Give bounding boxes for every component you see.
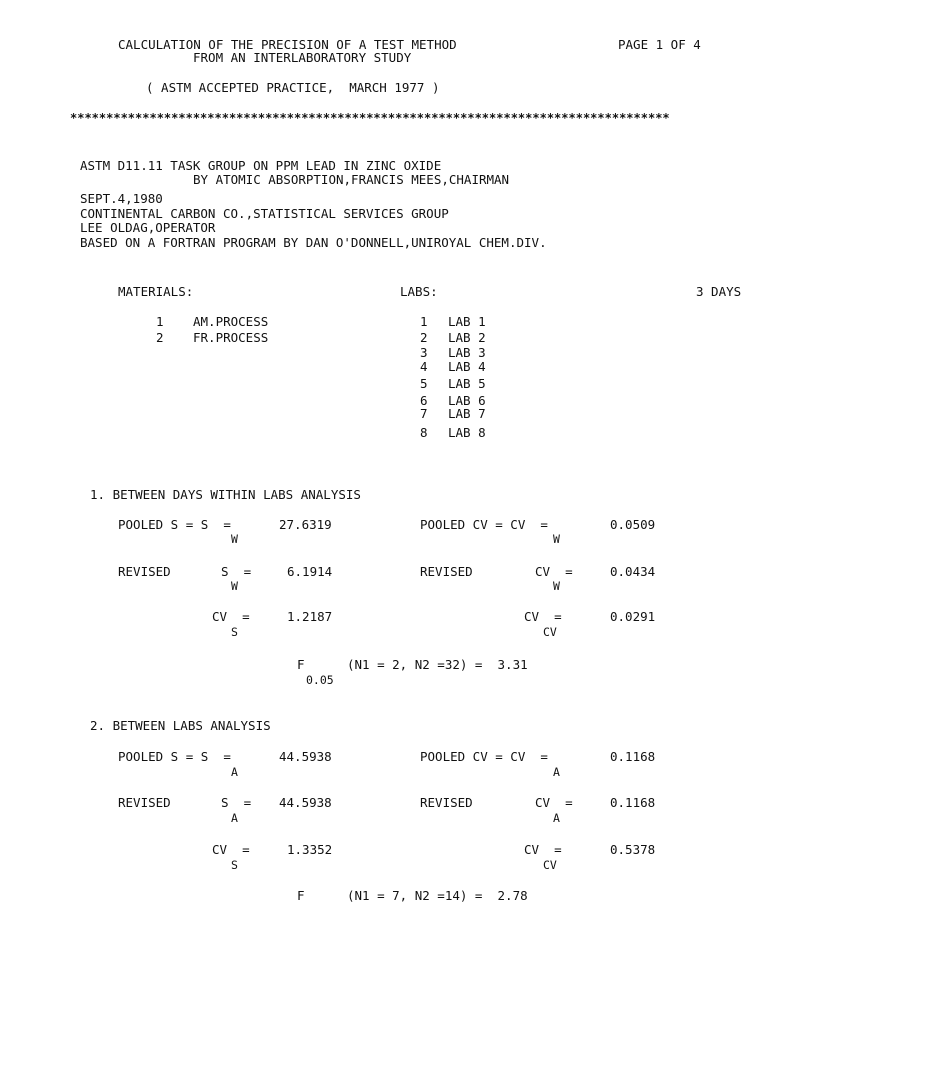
- s1-f-sub: 0.05: [306, 673, 334, 687]
- materials-heading: MATERIALS:: [118, 284, 194, 299]
- info-line-3: SEPT.4,1980: [80, 191, 163, 206]
- s1-cvcv-sub: CV: [543, 625, 557, 639]
- lab-name: LAB 6: [448, 393, 486, 408]
- labs-heading: LABS:: [400, 284, 438, 299]
- s2-pooled-cv-sub: A: [553, 765, 560, 779]
- s1-cvcv-value: 0.0291: [610, 609, 656, 624]
- section-2-heading: 2. BETWEEN LABS ANALYSIS: [90, 718, 271, 733]
- s1-cvs-sub: S: [231, 625, 238, 639]
- material-name: AM.PROCESS: [193, 314, 269, 329]
- s1-revised-cv-sub: W: [553, 579, 560, 593]
- s2-f-text: (N1 = 7, N2 =14) = 2.78: [347, 888, 528, 903]
- s1-pooled-s-sub: W: [231, 532, 238, 546]
- days-count: 3 DAYS: [696, 284, 742, 299]
- s2-pooled-cv-value: 0.1168: [610, 749, 656, 764]
- lab-name: LAB 4: [448, 359, 486, 374]
- page-label: PAGE 1 OF 4: [618, 37, 701, 52]
- s2-cvs-value: 1.3352: [287, 842, 333, 857]
- s1-revised-s-value: 6.1914: [287, 564, 333, 579]
- s2-cvs-label: CV =: [212, 842, 250, 857]
- info-line-1: ASTM D11.11 TASK GROUP ON PPM LEAD IN ZINC OXIDE: [80, 158, 442, 173]
- info-line-5: LEE OLDAG,OPERATOR: [80, 220, 216, 235]
- s2-revised-cv-label: CV =: [535, 795, 573, 810]
- s1-pooled-cv-value: 0.0509: [610, 517, 656, 532]
- lab-num: 8: [420, 425, 428, 440]
- s1-revised-label: REVISED: [118, 564, 171, 579]
- s2-cvcv-sub: CV: [543, 858, 557, 872]
- title-line-1: CALCULATION OF THE PRECISION OF A TEST METHOD: [118, 37, 457, 52]
- s1-cvs-value: 1.2187: [287, 609, 333, 624]
- s1-revised-s-sub: W: [231, 579, 238, 593]
- s1-f-label: F: [297, 657, 305, 672]
- info-line-6: BASED ON A FORTRAN PROGRAM BY DAN O'DONNELL,UNIROYAL CHEM.DIV.: [80, 235, 547, 250]
- material-num: 2: [156, 330, 164, 345]
- s1-pooled-cv-label: POOLED CV = CV =: [420, 517, 548, 532]
- lab-num: 2: [420, 330, 428, 345]
- s1-f-text: (N1 = 2, N2 =32) = 3.31: [347, 657, 528, 672]
- title-line-2: FROM AN INTERLABORATORY STUDY: [193, 50, 412, 65]
- lab-name: LAB 5: [448, 376, 486, 391]
- s1-pooled-s-label: POOLED S = S =: [118, 517, 231, 532]
- lab-name: LAB 8: [448, 425, 486, 440]
- lab-name: LAB 2: [448, 330, 486, 345]
- s2-revised-label: REVISED: [118, 795, 171, 810]
- info-line-4: CONTINENTAL CARBON CO.,STATISTICAL SERVICES GROUP: [80, 206, 449, 221]
- s1-pooled-s-value: 27.6319: [279, 517, 332, 532]
- s1-revised-cv-label: CV =: [535, 564, 573, 579]
- section-1-heading: 1. BETWEEN DAYS WITHIN LABS ANALYSIS: [90, 487, 361, 502]
- lab-num: 6: [420, 393, 428, 408]
- star-divider: ***********************************************************************************: [70, 111, 670, 125]
- s2-cvs-sub: S: [231, 858, 238, 872]
- material-name: FR.PROCESS: [193, 330, 269, 345]
- lab-name: LAB 3: [448, 345, 486, 360]
- s2-pooled-cv-label: POOLED CV = CV =: [420, 749, 548, 764]
- material-num: 1: [156, 314, 164, 329]
- s2-pooled-s-sub: A: [231, 765, 238, 779]
- s2-cvcv-value: 0.5378: [610, 842, 656, 857]
- s2-pooled-s-label: POOLED S = S =: [118, 749, 231, 764]
- s1-pooled-cv-sub: W: [553, 532, 560, 546]
- s1-revised-cv-value: 0.0434: [610, 564, 656, 579]
- info-line-2: BY ATOMIC ABSORPTION,FRANCIS MEES,CHAIRMAN: [193, 172, 510, 187]
- lab-name: LAB 1: [448, 314, 486, 329]
- lab-num: 5: [420, 376, 428, 391]
- lab-num: 3: [420, 345, 428, 360]
- practice-note: ( ASTM ACCEPTED PRACTICE, MARCH 1977 ): [146, 80, 440, 95]
- s2-revised-cv-word: REVISED: [420, 795, 473, 810]
- s1-revised-s-label: S =: [221, 564, 252, 579]
- s2-pooled-s-value: 44.5938: [279, 749, 332, 764]
- lab-num: 7: [420, 406, 428, 421]
- s1-cvcv-label: CV =: [524, 609, 562, 624]
- s2-f-label: F: [297, 888, 305, 903]
- lab-num: 4: [420, 359, 428, 374]
- s2-revised-s-value: 44.5938: [279, 795, 332, 810]
- s1-revised-cv-word: REVISED: [420, 564, 473, 579]
- s1-cvs-label: CV =: [212, 609, 250, 624]
- s2-revised-cv-sub: A: [553, 811, 560, 825]
- s2-revised-cv-value: 0.1168: [610, 795, 656, 810]
- lab-name: LAB 7: [448, 406, 486, 421]
- s2-revised-s-sub: A: [231, 811, 238, 825]
- lab-num: 1: [420, 314, 428, 329]
- s2-revised-s-label: S =: [221, 795, 252, 810]
- s2-cvcv-label: CV =: [524, 842, 562, 857]
